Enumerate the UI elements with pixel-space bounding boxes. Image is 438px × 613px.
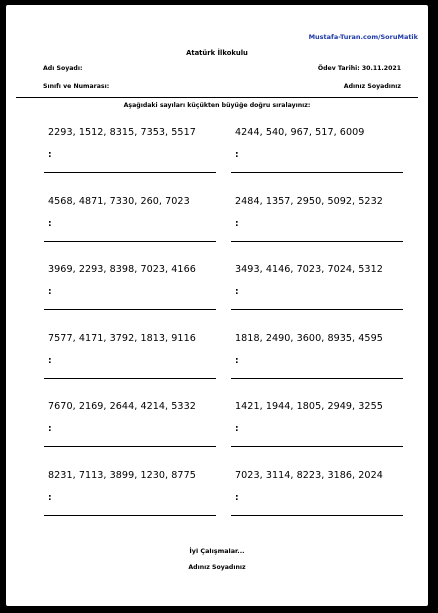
answer-prompt: : (235, 355, 239, 366)
question-item (48, 470, 216, 503)
question-item (48, 195, 216, 229)
number-list: 4244, 540, 967, 517, 6009 (235, 127, 365, 138)
name-label: Adı Soyadı: (43, 65, 83, 72)
answer-line[interactable] (44, 446, 216, 447)
question-item (48, 264, 216, 298)
homework-date: Ödev Tarihi: 30.11.2021 (317, 65, 401, 72)
answer-prompt: : (235, 424, 239, 435)
answer-line[interactable] (44, 241, 216, 242)
question-item (48, 127, 216, 160)
question-item (235, 195, 403, 229)
answer-prompt: : (48, 218, 52, 229)
answer-prompt: : (235, 218, 239, 229)
question-item (235, 470, 403, 503)
answer-prompt: : (48, 287, 52, 298)
answer-line[interactable] (231, 241, 403, 242)
question-item (48, 401, 216, 435)
school-name: Atatürk İlkokulu (186, 49, 248, 57)
answer-line[interactable] (231, 172, 403, 173)
number-list: 2484, 1357, 2950, 5092, 5232 (235, 195, 383, 207)
answer-line[interactable] (231, 378, 403, 379)
answer-line[interactable] (44, 309, 216, 310)
answer-prompt: : (235, 287, 239, 298)
answer-prompt: : (48, 150, 52, 160)
number-list: 1818, 2490, 3600, 8935, 4595 (235, 332, 383, 344)
answer-line[interactable] (44, 378, 216, 379)
class-label: Sınıfı ve Numarası: (43, 83, 110, 90)
site-link[interactable]: Mustafa-Turan.com/SoruMatik (308, 33, 418, 41)
answer-line[interactable] (231, 309, 403, 310)
answer-prompt: : (235, 150, 239, 160)
answer-prompt: : (235, 493, 239, 503)
answer-line[interactable] (231, 446, 403, 447)
question-item (235, 264, 403, 298)
answer-prompt: : (48, 493, 52, 503)
answer-prompt: : (48, 424, 52, 435)
number-list: 3969, 2293, 8398, 7023, 4166 (48, 264, 196, 276)
answer-line[interactable] (231, 515, 403, 516)
number-list: 7670, 2169, 2644, 4214, 5332 (48, 401, 196, 413)
answer-prompt: : (48, 355, 52, 366)
question-item (235, 127, 403, 160)
number-list: 7577, 4171, 3792, 1813, 9116 (48, 332, 196, 344)
question-item (235, 401, 403, 435)
teacher-name: Adınız Soyadınız (343, 83, 401, 90)
number-list: 7023, 3114, 8223, 3186, 2024 (235, 470, 383, 481)
number-list: 2293, 1512, 8315, 7353, 5517 (48, 127, 196, 138)
number-list: 1421, 1944, 1805, 2949, 3255 (235, 401, 383, 413)
answer-line[interactable] (44, 515, 216, 516)
footer-name: Adınız Soyadınız (188, 564, 246, 571)
number-list: 4568, 4871, 7330, 260, 7023 (48, 195, 190, 207)
worksheet-page (6, 5, 428, 606)
instruction-text: Aşağıdaki sayıları küçükten büyüğe doğru sıralayınız: (123, 102, 311, 109)
number-list: 8231, 7113, 3899, 1230, 8775 (48, 470, 196, 481)
answer-line[interactable] (44, 172, 216, 173)
number-list: 3493, 4146, 7023, 7024, 5312 (235, 264, 383, 276)
question-item (48, 332, 216, 366)
header-divider (16, 97, 418, 98)
question-item (235, 332, 403, 366)
closing-wish: İyi Çalışmalar... (189, 547, 245, 555)
